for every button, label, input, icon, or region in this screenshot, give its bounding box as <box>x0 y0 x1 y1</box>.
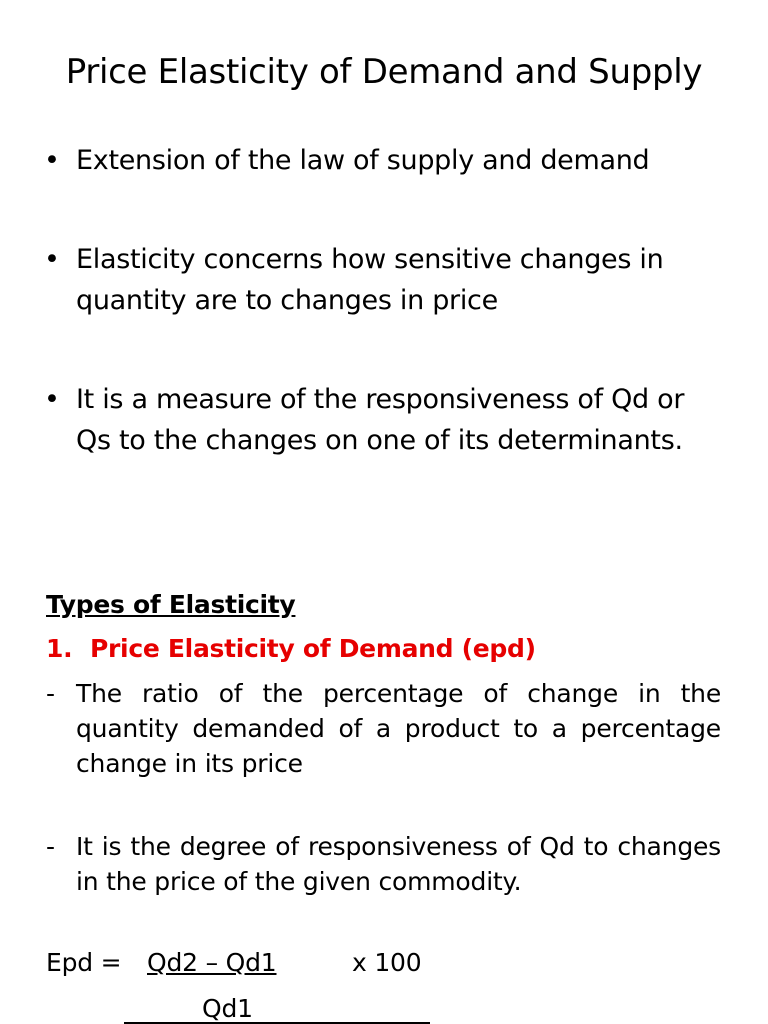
bullet-list <box>44 140 724 461</box>
bullet-text: It is a measure of the responsiveness of Qd or Qs to the changes on one of its determinants. <box>76 384 685 456</box>
bullet-text: Elasticity concerns how sensitive changes in quantity are to changes in price <box>76 244 664 316</box>
definition-item <box>46 829 721 899</box>
section-number: 1. <box>46 634 73 663</box>
bullet-item <box>44 239 724 321</box>
bullet-marker: • <box>44 145 60 176</box>
section-heading <box>46 634 536 663</box>
definition-text: It is the degree of responsiveness of Qd to changes in the price of the given commodity. <box>76 832 721 896</box>
bullet-marker: • <box>44 384 60 415</box>
dash-marker: - <box>46 832 55 861</box>
bullet-marker: • <box>44 244 60 275</box>
formula-denominator: Qd1 <box>202 994 253 1023</box>
bullet-item <box>44 379 724 461</box>
bullet-text: Extension of the law of supply and demand <box>76 145 650 176</box>
dash-marker: - <box>46 679 55 708</box>
types-heading: Types of Elasticity <box>46 590 296 619</box>
section-heading-text: Price Elasticity of Demand (epd) <box>90 634 536 663</box>
definition-text: The ratio of the percentage of change in the quantity demanded of a product to a percentage change in its price <box>76 679 721 778</box>
slide-title: Price Elasticity of Demand and Supply <box>65 52 703 92</box>
formula-numerator: Qd2 – Qd1 <box>147 948 277 977</box>
formula-multiplier: x 100 <box>352 948 422 977</box>
definition-item <box>46 676 721 781</box>
formula-lhs: Epd = <box>46 948 122 977</box>
bullet-item <box>44 140 724 181</box>
